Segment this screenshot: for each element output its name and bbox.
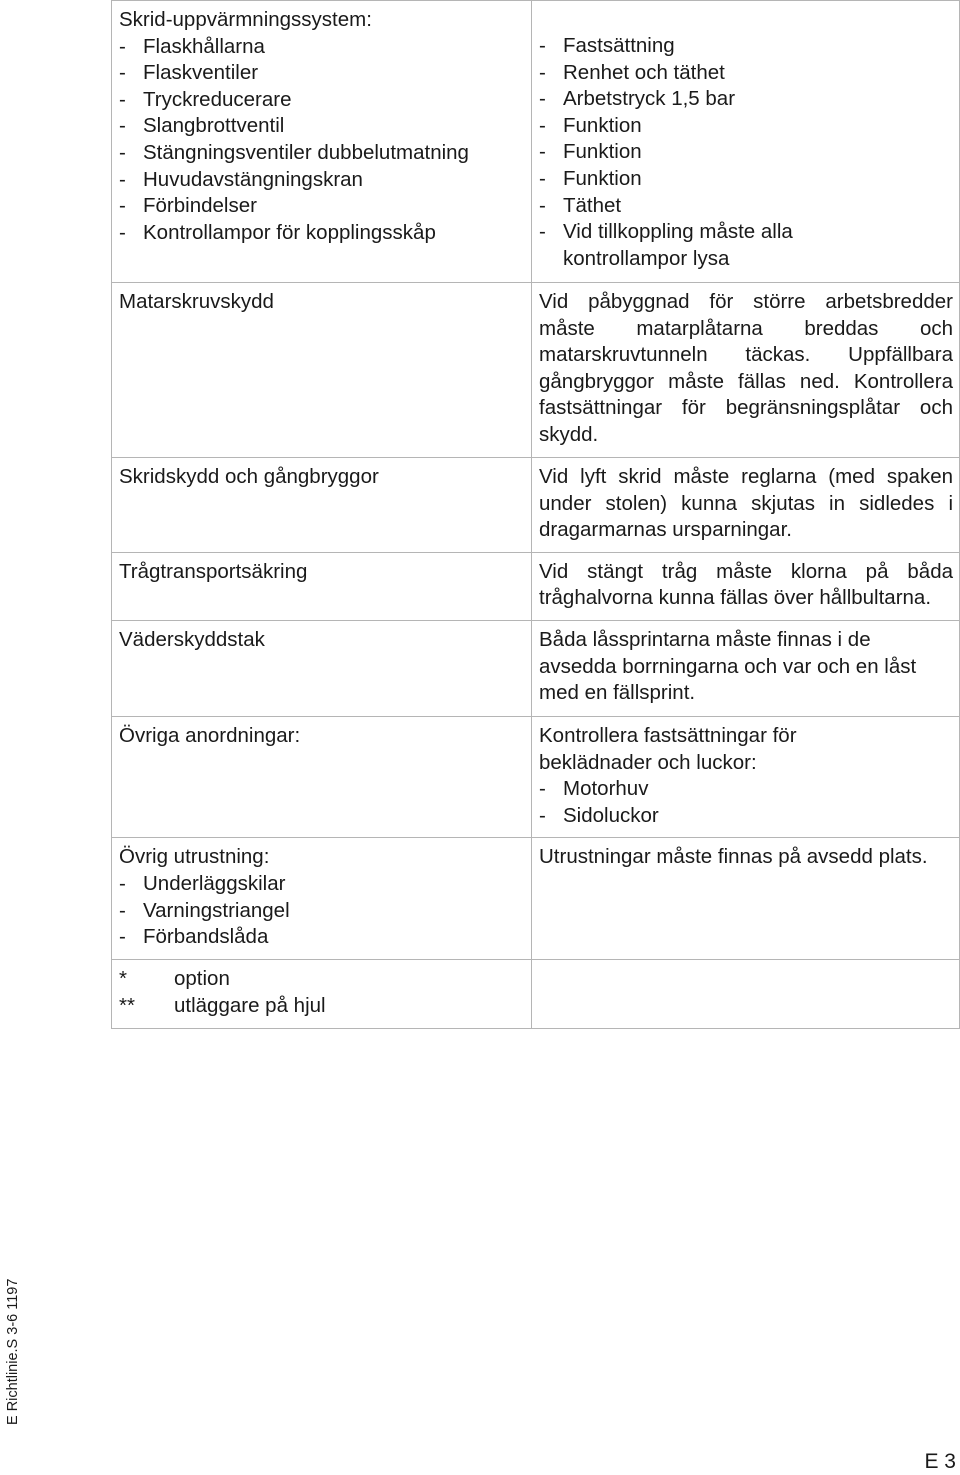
cell-label: Övriga anordningar: xyxy=(119,723,301,747)
left-cell xyxy=(112,283,532,458)
cell-text: beklädnader och luckor: xyxy=(539,750,757,774)
footnote xyxy=(119,993,525,1020)
list-item: - Flaskhållarna xyxy=(119,34,265,58)
table-row xyxy=(112,552,960,620)
cell-text: Vid stängt tråg måste klorna på båda tråghalvorna kunna fällas över hållbultarna. xyxy=(539,559,953,610)
cell-text: Kontrollera fastsättningar för xyxy=(539,723,797,747)
right-cell xyxy=(532,1,960,283)
table-row xyxy=(112,1,960,283)
list-item: - Renhet och täthet xyxy=(539,60,725,84)
list-item: - Vid tillkoppling måste alla xyxy=(539,220,793,244)
right-cell-empty xyxy=(532,960,960,1029)
list-item: - Täthet xyxy=(539,193,622,217)
list-item: - Kontrollampor för kopplingsskåp xyxy=(119,220,436,244)
left-cell xyxy=(112,960,532,1029)
table-row xyxy=(112,620,960,716)
footnote-mark: * xyxy=(119,967,127,991)
list-item: - Flaskventiler xyxy=(119,61,259,85)
left-cell xyxy=(112,552,532,620)
left-cell xyxy=(112,838,532,960)
left-cell xyxy=(112,458,532,553)
left-cell xyxy=(112,1,532,283)
document-reference: E Richtlinie.S 3-6 1197 xyxy=(5,1278,21,1425)
cell-heading: Övrig utrustning: xyxy=(119,845,270,869)
right-cell xyxy=(532,716,960,837)
list-item: - Sidoluckor xyxy=(539,803,659,827)
list-item: - Fastsättning xyxy=(539,34,675,57)
list-item: - Varningstriangel xyxy=(119,898,290,922)
right-cell xyxy=(532,458,960,553)
table-row xyxy=(112,960,960,1029)
right-cell xyxy=(532,620,960,716)
inspection-table xyxy=(111,0,960,1029)
footnote-text: option xyxy=(174,967,230,991)
list-item: - Funktion xyxy=(539,166,642,190)
cell-label: Matarskruvskydd xyxy=(119,290,274,313)
cell-label: Trågtransportsäkring xyxy=(119,559,308,583)
list-item: - Huvudavstängningskran xyxy=(119,167,363,191)
table-row xyxy=(112,283,960,458)
list-item: - Funktion xyxy=(539,140,642,164)
list-item: - Tryckreducerare xyxy=(119,87,292,111)
left-cell xyxy=(112,716,532,837)
page-number: E 3 xyxy=(924,1450,956,1473)
cell-text: Båda låssprintarna måste finnas i de avsedda borrningarna och var och en låst med en fällsprint. xyxy=(539,627,917,705)
list-item: - Förbandslåda xyxy=(119,925,269,949)
list-item: - Funktion xyxy=(539,113,642,137)
list-item-continuation: kontrollampor lysa xyxy=(563,246,730,270)
right-cell xyxy=(532,283,960,458)
list-item: - Slangbrottventil xyxy=(119,114,285,138)
cell-text: Vid lyft skrid måste reglarna (med spaken under stolen) kunna skjutas in sidledes i dragarmarnas ursparningar. xyxy=(539,465,953,542)
table-row xyxy=(112,838,960,960)
table-row xyxy=(112,458,960,553)
cell-text: Vid påbyggnad för större arbetsbredder måste matarplåtarna breddas och matarskruvtunneln täckas. Uppfällbara gångbryggor måste fällas ned. Kontrollera fastsättningar för begränsningsplåtar och skydd. xyxy=(539,290,953,446)
cell-label: Väderskyddstak xyxy=(119,627,265,651)
list-item: - Stängningsventiler dubbelutmatning xyxy=(119,140,469,164)
footnote-mark: ** xyxy=(119,993,135,1017)
list-item: - Förbindelser xyxy=(119,194,257,218)
left-cell xyxy=(112,620,532,716)
cell-label: Skridskydd och gångbryggor xyxy=(119,465,379,488)
list-item: - Underläggskilar xyxy=(119,871,286,895)
table-row xyxy=(112,716,960,837)
right-cell xyxy=(532,838,960,960)
footnote-text: utläggare på hjul xyxy=(174,993,326,1017)
list-item: - Motorhuv xyxy=(539,777,649,801)
cell-heading: Skrid-uppvärmningssystem: xyxy=(119,8,372,31)
right-cell xyxy=(532,552,960,620)
footnote xyxy=(119,966,525,993)
list-item: - Arbetstryck 1,5 bar xyxy=(539,87,736,111)
cell-text: Utrustningar måste finnas på avsedd plats. xyxy=(539,845,928,869)
